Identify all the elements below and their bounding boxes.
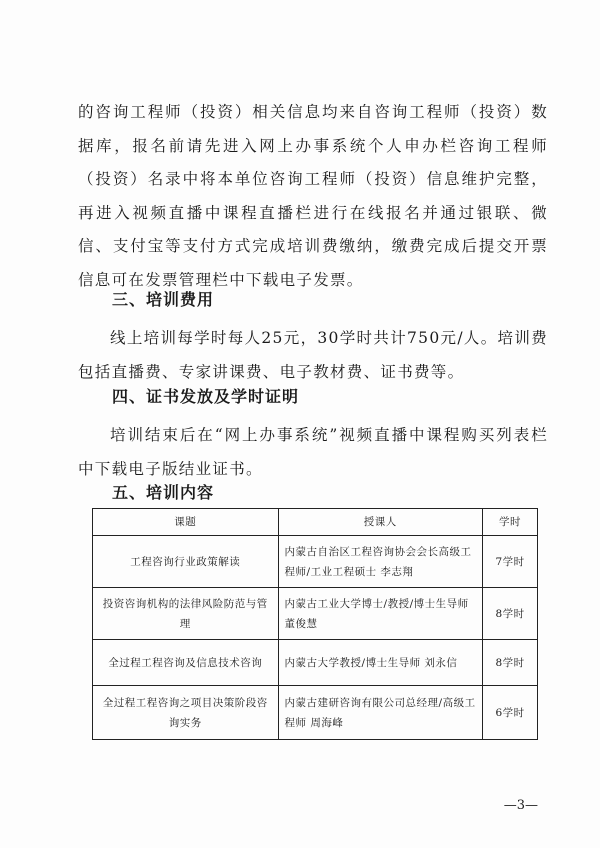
section-heading-certificate: 四、证书发放及学时证明 (112, 387, 300, 406)
teacher-cell: 内蒙古大学教授/博士生导师 刘永信 (278, 640, 483, 686)
header-hours: 学时 (483, 509, 538, 536)
hours-cell: 8学时 (483, 588, 538, 640)
teacher-cell: 内蒙古建研咨询有限公司总经理/高级工程师 周海峰 (278, 686, 483, 740)
fees-paragraph: 线上培训每学时每人25元，30学时共计750元/人。培训费包括直播费、专家讲课费、电子教材费、证书费等。 (78, 329, 548, 381)
section-heading-fees: 三、培训费用 (112, 290, 215, 309)
table-row (93, 686, 538, 740)
topic-cell: 全过程工程咨询及信息技术咨询 (93, 640, 279, 686)
hours-cell: 8学时 (483, 640, 538, 686)
topic-cell: 工程咨询行业政策解读 (93, 536, 279, 588)
page-number: —3— (503, 798, 538, 813)
teacher-cell: 内蒙古工业大学博士/教授/博士生导师 董俊慧 (278, 588, 483, 640)
topic-cell: 投资咨询机构的法律风险防范与管理 (93, 588, 279, 640)
header-topic: 课题 (93, 509, 279, 536)
hours-cell: 6学时 (483, 686, 538, 740)
section-heading-content: 五、培训内容 (112, 483, 215, 502)
intro-paragraph: 的咨询工程师（投资）相关信息均来自咨询工程师（投资）数据库，报名前请先进入网上办事系统个人申办栏咨询工程师（投资）名录中将本单位咨询工程师（投资）信息维护完整，再进入视频直播中课程直播栏进行在线报名并通过银联、微信、支付宝等支付方式完成培训费缴纳，缴费完成后提交开票信息可在发票管理栏中下载电子发票。 (78, 103, 548, 289)
table-header-row (93, 509, 538, 536)
topic-cell: 全过程工程咨询之项目决策阶段咨询实务 (93, 686, 279, 740)
table-row (93, 588, 538, 640)
table-row (93, 640, 538, 686)
training-content-table (92, 508, 538, 740)
certificate-paragraph: 培训结束后在“网上办事系统”视频直播中课程购买列表栏中下载电子版结业证书。 (78, 426, 548, 478)
teacher-cell: 内蒙古自治区工程咨询协会会长高级工程师/工业工程硕士 李志翔 (278, 536, 483, 588)
hours-cell: 7学时 (483, 536, 538, 588)
header-teacher: 授课人 (278, 509, 483, 536)
table-row (93, 536, 538, 588)
